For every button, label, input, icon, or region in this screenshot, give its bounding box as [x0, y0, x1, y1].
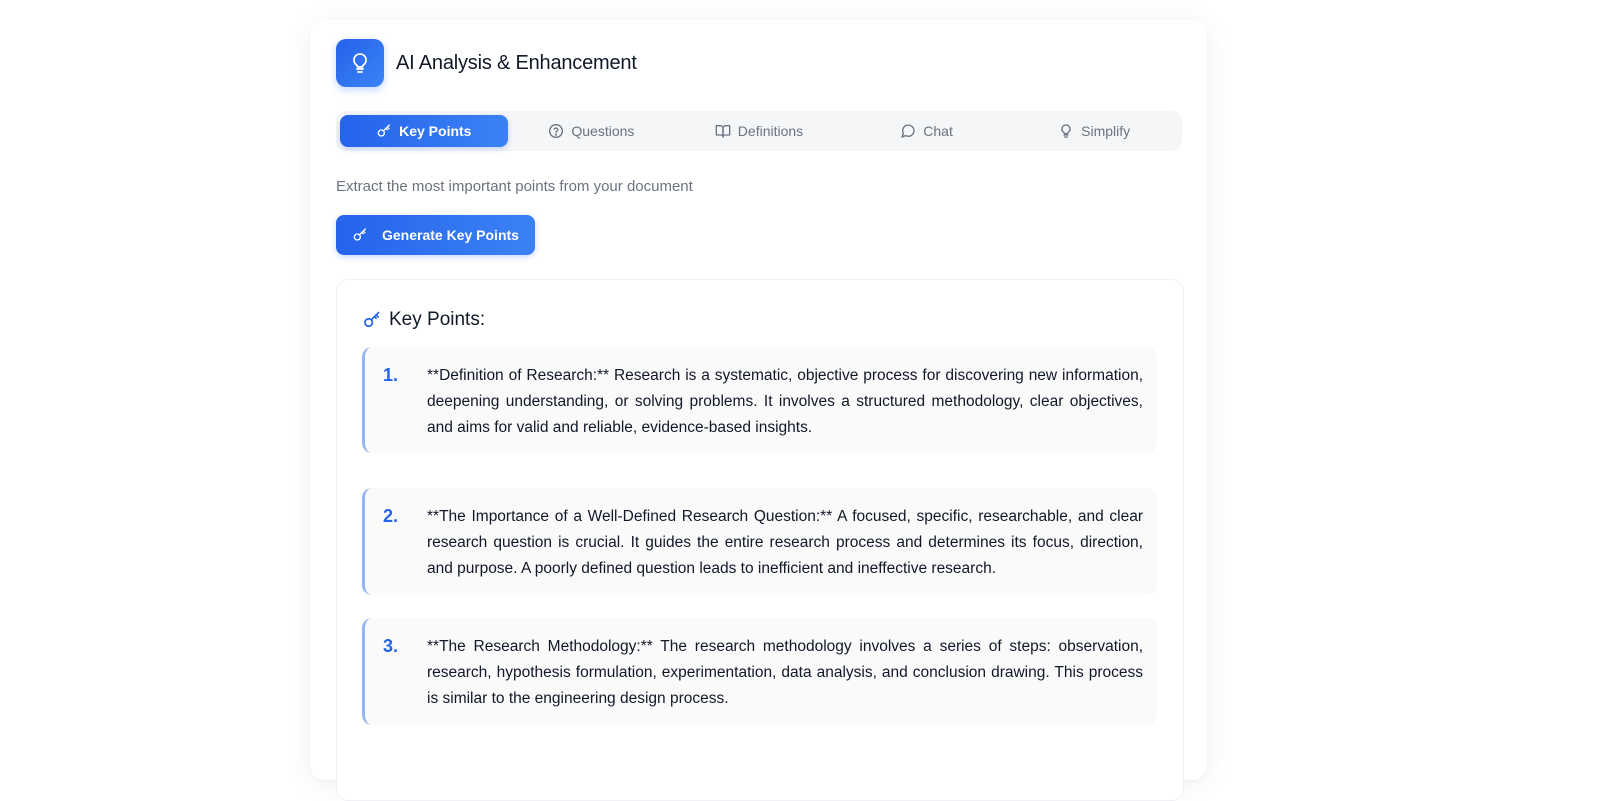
key-point-item [362, 347, 1157, 453]
chat-bubble-icon [900, 123, 916, 139]
tab-key-points[interactable] [340, 115, 508, 147]
tab-simplify[interactable] [1010, 115, 1178, 147]
key-point-text: **The Importance of a Well-Defined Research Question:** A focused, specific, researchable, and clear research question is crucial. It guides the entire research process and determines its focus, direction, and purpose. A poorly defined question leads to inefficient and ineffective research. [427, 508, 1143, 577]
lightbulb-icon [336, 39, 384, 87]
lightbulb-icon [1058, 123, 1074, 139]
key-point-item [362, 488, 1157, 595]
tab-label: Chat [923, 123, 953, 139]
key-point-number: 1. [383, 365, 399, 385]
question-circle-icon [548, 123, 564, 139]
key-icon [362, 310, 382, 330]
tab-definitions[interactable] [675, 115, 843, 147]
key-point-text: **The Research Methodology:** The research methodology involves a series of steps: observation, research, hypothesis formulation, experimentation, data analysis, and conclusion drawing. This process is similar to the engineering design process. [427, 638, 1143, 707]
results-header [362, 309, 485, 331]
key-icon [376, 123, 392, 139]
generate-button-label: Generate Key Points [382, 227, 519, 243]
key-point-text: **Definition of Research:** Research is a systematic, objective process for discovering new information, deepening understanding, or solving problems. It involves a structured methodology, clear objectives, and aims for valid and reliable, evidence-based insights. [427, 367, 1143, 436]
key-icon [352, 227, 368, 243]
card-header [336, 39, 637, 87]
tab-questions[interactable] [508, 115, 676, 147]
page-title: AI Analysis & Enhancement [396, 51, 637, 74]
tab-label: Questions [571, 123, 635, 139]
results-title: Key Points: [389, 309, 486, 330]
ai-analysis-card [310, 20, 1207, 780]
tab-label: Key Points [399, 123, 472, 139]
key-point-number: 3. [383, 636, 399, 656]
tab-label: Simplify [1081, 123, 1131, 139]
panel-description: Extract the most important points from your document [336, 178, 693, 195]
book-open-icon [715, 123, 731, 139]
key-points-results [336, 279, 1184, 801]
analysis-tabs [336, 111, 1182, 151]
generate-key-points-button[interactable] [336, 215, 535, 255]
tab-chat[interactable] [843, 115, 1011, 147]
key-point-item [362, 618, 1157, 725]
key-point-number: 2. [383, 506, 399, 526]
tab-label: Definitions [737, 123, 804, 139]
